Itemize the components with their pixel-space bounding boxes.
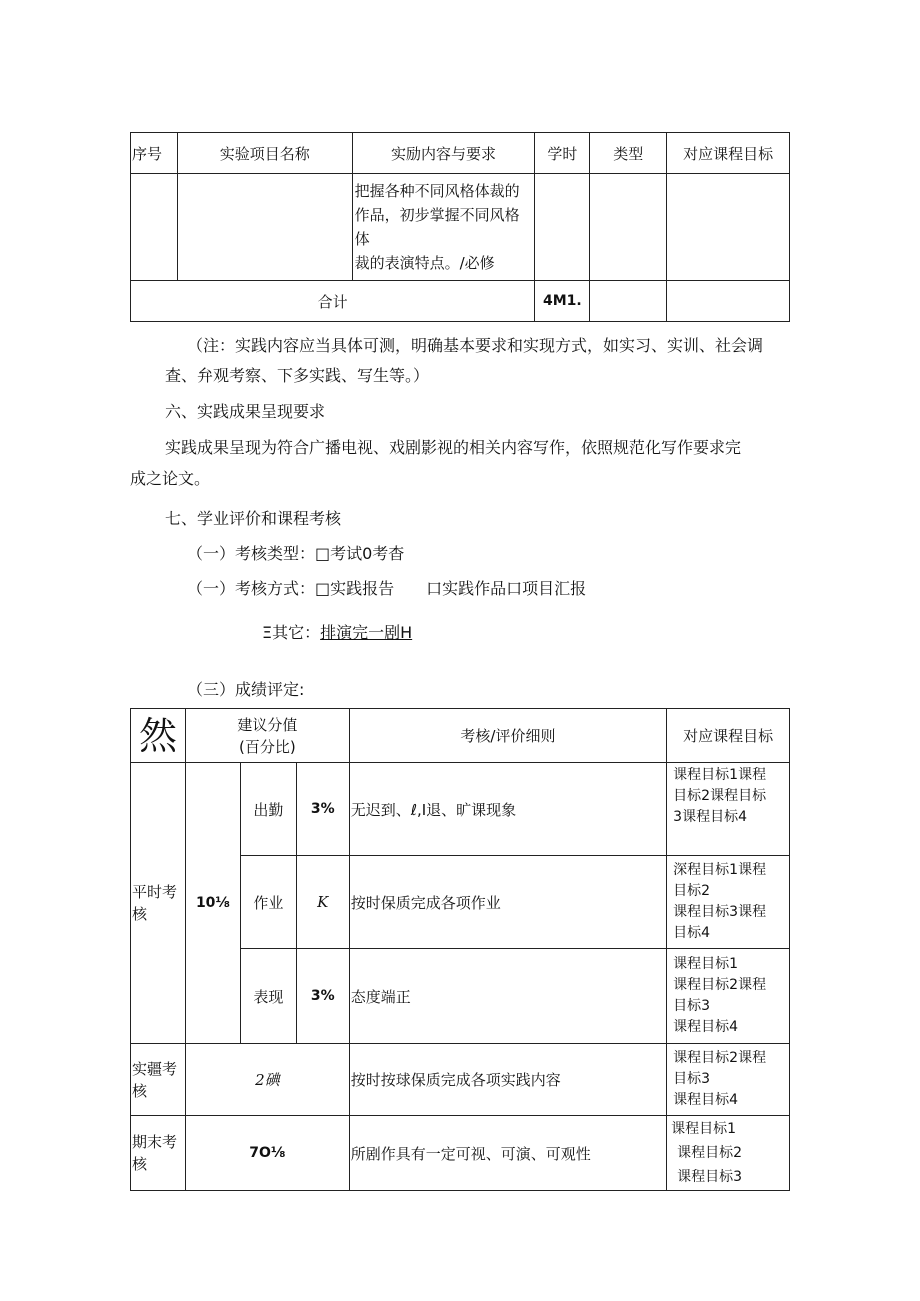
content-line: 把握各种不同风格体裁的 — [354, 182, 520, 200]
item-name: 出勤 — [240, 763, 296, 856]
goal-line: 目标2课程目标 — [673, 788, 767, 804]
goal-line: 课程目标4 — [673, 1092, 739, 1108]
row-content — [352, 174, 535, 281]
exam-method: （一）考核方式：□实践报告 口实践作品口项目汇报 — [187, 579, 587, 598]
section-6-title: 六、实践成果呈现要求 — [165, 402, 326, 421]
header-score — [185, 709, 349, 763]
practice-label — [131, 1044, 186, 1116]
goal-line: 课程目标1 — [671, 1121, 737, 1137]
header-hours: 学时 — [535, 133, 590, 174]
row-type — [590, 174, 667, 281]
final-label — [131, 1116, 186, 1191]
practice-goals — [667, 1044, 790, 1116]
goal-line: 课程目标1课程 — [673, 767, 767, 783]
practice-percent: 2碘 — [185, 1044, 349, 1116]
regular-label-line-2: 核 — [132, 905, 148, 923]
header-rule: 考核/评价细则 — [349, 709, 666, 763]
grading-table — [130, 708, 790, 1191]
regular-label — [131, 763, 186, 1044]
goal-line: 课程目标3 — [677, 1169, 743, 1185]
practice-label-line-2: 核 — [132, 1081, 148, 1100]
goal-line: 目标3 — [673, 1071, 711, 1087]
practice-rule: 按时按球保质完成各项实践内容 — [349, 1044, 666, 1116]
total-hours: 4M1. — [535, 281, 590, 322]
row-project-name — [177, 174, 352, 281]
header-score-line-2: (百分比) — [238, 737, 296, 756]
goal-line: 课程目标2课程 — [673, 977, 767, 993]
item-rule: 态度端正 — [349, 949, 666, 1044]
goal-line: 课程目标2 — [677, 1145, 743, 1161]
item-rule: 按时保质完成各项作业 — [349, 856, 666, 949]
header-goal: 对应课程目标 — [667, 133, 790, 174]
regular-percent: 10⅛ — [185, 763, 240, 1044]
goal-line: 目标4 — [673, 925, 711, 941]
row-index — [131, 174, 178, 281]
item-goals — [667, 763, 790, 856]
item-pct: 3% — [296, 763, 349, 856]
goal-line: 3课程目标4 — [673, 809, 747, 825]
item-name: 作业 — [240, 856, 296, 949]
goal-line: 目标3 — [673, 998, 711, 1014]
note-line-1: （注：实践内容应当具体可测，明确基本要求和实现方式，如实习、实训、社会调 — [187, 336, 764, 355]
header-goal-2: 对应课程目标 — [667, 709, 790, 763]
header-index: 序号 — [131, 133, 178, 174]
goal-line: 课程目标1 — [673, 956, 739, 972]
exam-type: （一）考核类型：□考试0考杳 — [187, 544, 405, 563]
final-label-line-2: 核 — [132, 1155, 148, 1173]
goal-line: 课程目标3课程 — [673, 904, 767, 920]
content-line: 裁的表演特点。/必修 — [354, 254, 495, 272]
header-type: 类型 — [590, 133, 667, 174]
content-line: 作品，初步掌握不同风格体 — [354, 206, 520, 248]
item-pct: K — [296, 856, 349, 949]
exam-other-prefix: Ξ其它： — [262, 623, 321, 642]
goal-line: 深程目标1课程 — [673, 862, 767, 878]
row-hours — [535, 174, 590, 281]
final-label-line-1: 期末考 — [132, 1133, 178, 1151]
final-rule: 所剧作具有一定可视、可演、可观性 — [349, 1116, 666, 1191]
item-name: 表现 — [240, 949, 296, 1044]
total-type — [590, 281, 667, 322]
practice-items-table — [130, 132, 790, 322]
item-goals — [667, 949, 790, 1044]
header-char: 然 — [131, 709, 186, 763]
header-score-line-1: 建议分值 — [237, 715, 298, 734]
exam-other-value: 排演完一剧H — [320, 623, 413, 642]
item-pct: 3% — [296, 949, 349, 1044]
goal-line: 课程目标4 — [673, 1019, 739, 1035]
goal-line: 目标2 — [673, 883, 711, 899]
header-project-name: 实验项目名称 — [177, 133, 352, 174]
item-rule: 无迟到、ℓ,Ⅰ退、旷课现象 — [349, 763, 666, 856]
row-goal — [667, 174, 790, 281]
grading-title: （三）成绩评定: — [187, 680, 305, 699]
header-content: 实励内容与要求 — [352, 133, 535, 174]
total-goal — [667, 281, 790, 322]
practice-label-line-1: 实疆考 — [132, 1059, 178, 1078]
section-7-title: 七、学业评价和课程考核 — [165, 509, 342, 528]
section-6-line-1: 实践成果呈现为符合广播电视、戏剧影视的相关内容写作，依照规范化写作要求完 — [165, 438, 742, 457]
section-6-line-2: 成之论文。 — [130, 469, 211, 488]
note-line-2: 查、弁观考察、下多实践、写生等。） — [165, 366, 430, 385]
regular-label-line-1: 平时考 — [132, 883, 178, 901]
item-goals — [667, 856, 790, 949]
goal-line: 课程目标2课程 — [673, 1050, 767, 1066]
exam-other — [262, 623, 412, 643]
final-percent: 7O⅛ — [185, 1116, 349, 1191]
final-goals — [667, 1116, 790, 1191]
total-label: 合计 — [131, 281, 535, 322]
